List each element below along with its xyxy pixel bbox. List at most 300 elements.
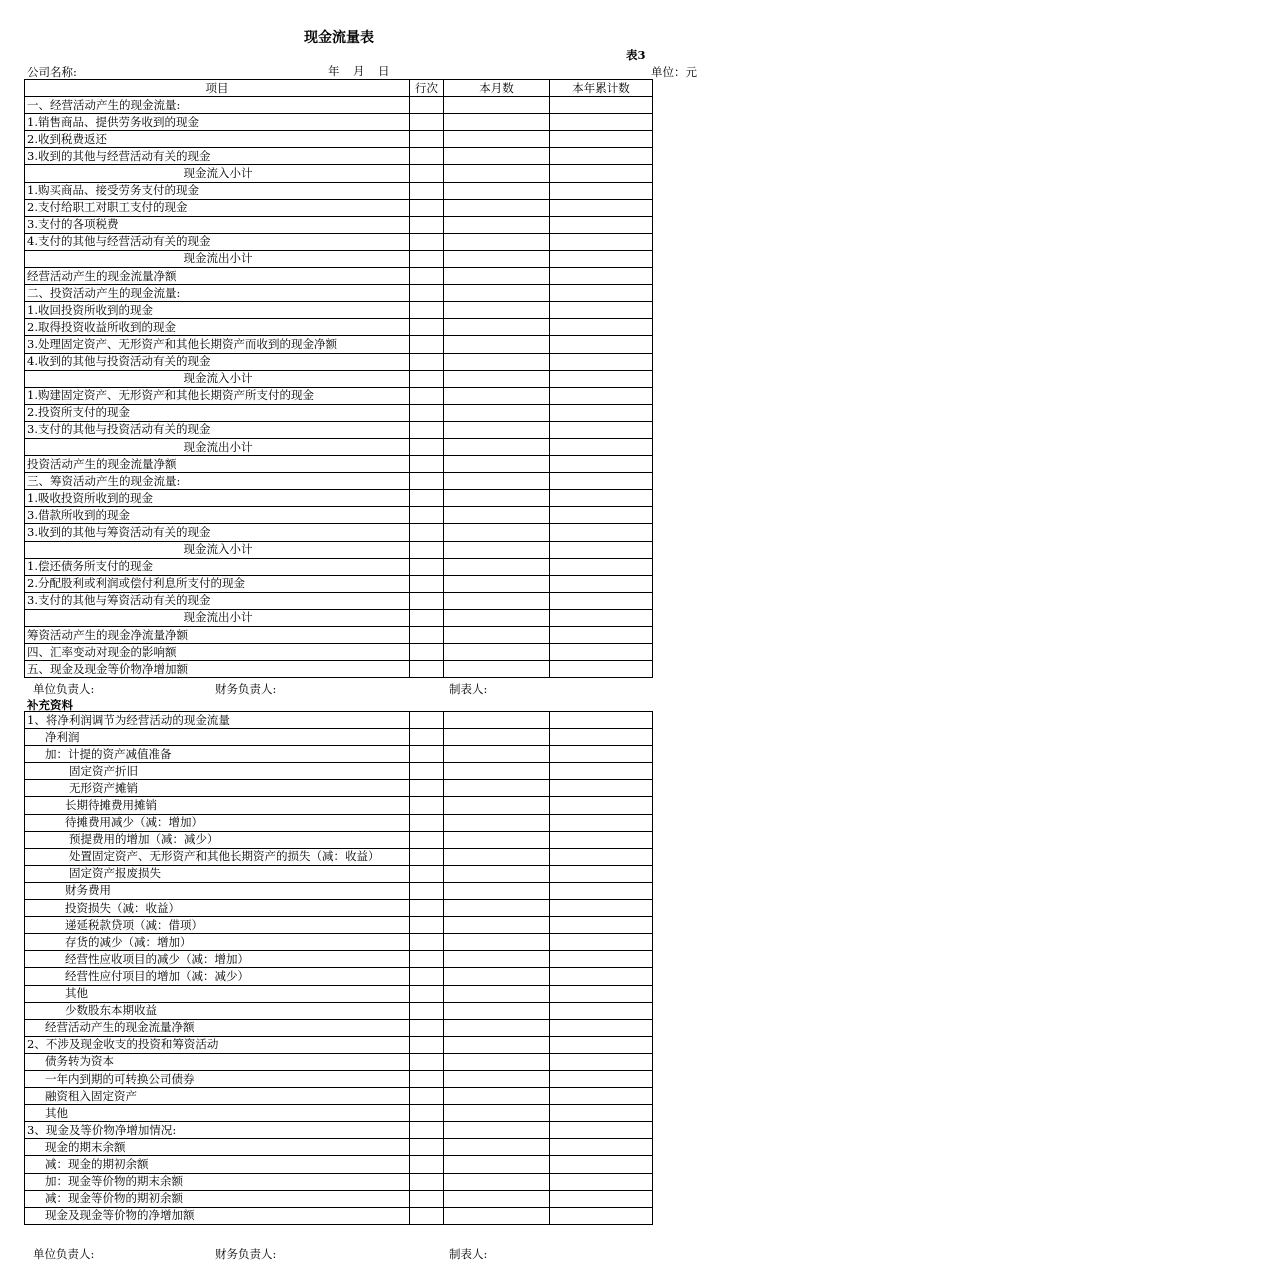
this-month-cell[interactable] <box>444 1036 550 1053</box>
ytd-cell[interactable] <box>550 1173 653 1190</box>
date-label: 年 月 日 <box>328 64 391 78</box>
this-month-cell[interactable] <box>444 1105 550 1122</box>
ytd-cell[interactable] <box>550 1190 653 1207</box>
this-month-cell[interactable] <box>444 114 550 131</box>
table-row <box>25 865 653 882</box>
ytd-cell[interactable] <box>550 917 653 934</box>
this-month-cell[interactable] <box>444 558 550 575</box>
this-month-cell[interactable] <box>444 438 550 455</box>
this-month-cell[interactable] <box>444 1156 550 1173</box>
preparer-label: 制表人: <box>449 1247 488 1261</box>
line-no-cell[interactable] <box>410 661 444 678</box>
cash-flow-table <box>24 79 653 678</box>
line-no-cell[interactable] <box>410 848 444 865</box>
this-month-cell[interactable] <box>444 661 550 678</box>
table-row <box>25 1002 653 1019</box>
ytd-cell[interactable] <box>550 934 653 951</box>
ytd-cell[interactable] <box>550 216 653 233</box>
this-month-cell[interactable] <box>444 917 550 934</box>
ytd-cell[interactable] <box>550 268 653 285</box>
this-month-cell[interactable] <box>444 627 550 644</box>
line-no-cell[interactable] <box>410 319 444 336</box>
this-month-cell[interactable] <box>444 97 550 114</box>
line-no-cell[interactable] <box>410 148 444 165</box>
table-row <box>25 456 653 473</box>
ytd-cell[interactable] <box>550 302 653 319</box>
table-row <box>25 917 653 934</box>
this-month-cell[interactable] <box>444 302 550 319</box>
ytd-cell[interactable] <box>550 968 653 985</box>
line-no-cell[interactable] <box>410 968 444 985</box>
row-label: 其他 <box>25 985 410 1002</box>
table-row <box>25 1070 653 1087</box>
ytd-cell[interactable] <box>550 1088 653 1105</box>
this-month-cell[interactable] <box>444 865 550 882</box>
row-label: 3、现金及等价物净增加情况: <box>25 1122 410 1139</box>
line-no-cell[interactable] <box>410 763 444 780</box>
line-no-cell[interactable] <box>410 729 444 746</box>
row-label: 4.支付的其他与经营活动有关的现金 <box>25 233 410 250</box>
column-header-this-month: 本月数 <box>444 80 550 97</box>
ytd-cell[interactable] <box>550 1019 653 1036</box>
this-month-cell[interactable] <box>444 268 550 285</box>
ytd-cell[interactable] <box>550 951 653 968</box>
line-no-cell[interactable] <box>410 302 444 319</box>
this-month-cell[interactable] <box>444 592 550 609</box>
line-no-cell[interactable] <box>410 456 444 473</box>
ytd-cell[interactable] <box>550 1053 653 1070</box>
line-no-cell[interactable] <box>410 644 444 661</box>
table-row <box>25 336 653 353</box>
row-label: 处置固定资产、无形资产和其他长期资产的损失（减：收益） <box>25 848 410 865</box>
ytd-cell[interactable] <box>550 404 653 421</box>
ytd-cell[interactable] <box>550 763 653 780</box>
this-month-cell[interactable] <box>444 524 550 541</box>
this-month-cell[interactable] <box>444 644 550 661</box>
line-no-cell[interactable] <box>410 712 444 729</box>
table-row <box>25 934 653 951</box>
table-row <box>25 814 653 831</box>
this-month-cell[interactable] <box>444 900 550 917</box>
table-row <box>25 848 653 865</box>
row-label: 现金及现金等价物的净增加额 <box>25 1207 410 1224</box>
this-month-cell[interactable] <box>444 729 550 746</box>
ytd-cell[interactable] <box>550 319 653 336</box>
table-row <box>25 490 653 507</box>
row-label: 现金流出小计 <box>25 438 410 455</box>
row-label: 固定资产折旧 <box>25 763 410 780</box>
this-month-cell[interactable] <box>444 404 550 421</box>
line-no-cell[interactable] <box>410 951 444 968</box>
ytd-cell[interactable] <box>550 1036 653 1053</box>
line-no-cell[interactable] <box>410 473 444 490</box>
table-row <box>25 729 653 746</box>
row-label: 2.收到税费返还 <box>25 131 410 148</box>
table-row <box>25 797 653 814</box>
line-no-cell[interactable] <box>410 797 444 814</box>
line-no-cell[interactable] <box>410 558 444 575</box>
table-row <box>25 438 653 455</box>
table-row <box>25 1156 653 1173</box>
row-label: 经营活动产生的现金流量净额 <box>25 1019 410 1036</box>
this-month-cell[interactable] <box>444 1019 550 1036</box>
table-row <box>25 97 653 114</box>
row-label: 现金流入小计 <box>25 541 410 558</box>
line-no-cell[interactable] <box>410 917 444 934</box>
this-month-cell[interactable] <box>444 421 550 438</box>
this-month-cell[interactable] <box>444 216 550 233</box>
line-no-cell[interactable] <box>410 831 444 848</box>
ytd-cell[interactable] <box>550 627 653 644</box>
ytd-cell[interactable] <box>550 1139 653 1156</box>
line-no-cell[interactable] <box>410 575 444 592</box>
line-no-cell[interactable] <box>410 900 444 917</box>
row-label: 少数股东本期收益 <box>25 1002 410 1019</box>
table-row <box>25 250 653 267</box>
line-no-cell[interactable] <box>410 1156 444 1173</box>
line-no-cell[interactable] <box>410 1070 444 1087</box>
this-month-cell[interactable] <box>444 456 550 473</box>
row-label: 二、投资活动产生的现金流量: <box>25 285 410 302</box>
table-row <box>25 882 653 899</box>
row-label: 经营性应付项目的增加（减：减少） <box>25 968 410 985</box>
this-month-cell[interactable] <box>444 1207 550 1224</box>
this-month-cell[interactable] <box>444 968 550 985</box>
ytd-cell[interactable] <box>550 780 653 797</box>
line-no-cell[interactable] <box>410 353 444 370</box>
line-no-cell[interactable] <box>410 1122 444 1139</box>
table-header-row <box>25 80 653 97</box>
this-month-cell[interactable] <box>444 575 550 592</box>
this-month-cell[interactable] <box>444 609 550 626</box>
ytd-cell[interactable] <box>550 250 653 267</box>
this-month-cell[interactable] <box>444 250 550 267</box>
ytd-cell[interactable] <box>550 336 653 353</box>
ytd-cell[interactable] <box>550 421 653 438</box>
line-no-cell[interactable] <box>410 1207 444 1224</box>
line-no-cell[interactable] <box>410 1139 444 1156</box>
row-label: 财务费用 <box>25 882 410 899</box>
line-no-cell[interactable] <box>410 985 444 1002</box>
ytd-cell[interactable] <box>550 558 653 575</box>
row-label: 投资损失（减：收益） <box>25 900 410 917</box>
ytd-cell[interactable] <box>550 746 653 763</box>
ytd-cell[interactable] <box>550 473 653 490</box>
this-month-cell[interactable] <box>444 387 550 404</box>
line-no-cell[interactable] <box>410 216 444 233</box>
table-row <box>25 712 653 729</box>
ytd-cell[interactable] <box>550 1122 653 1139</box>
line-no-cell[interactable] <box>410 285 444 302</box>
this-month-cell[interactable] <box>444 951 550 968</box>
row-label: 2.投资所支付的现金 <box>25 404 410 421</box>
ytd-cell[interactable] <box>550 1105 653 1122</box>
table-row <box>25 1173 653 1190</box>
this-month-cell[interactable] <box>444 1139 550 1156</box>
table-row <box>25 1036 653 1053</box>
line-no-cell[interactable] <box>410 1190 444 1207</box>
line-no-cell[interactable] <box>410 934 444 951</box>
line-no-cell[interactable] <box>410 541 444 558</box>
line-no-cell[interactable] <box>410 592 444 609</box>
ytd-cell[interactable] <box>550 1156 653 1173</box>
table-row <box>25 609 653 626</box>
row-label: 预提费用的增加（减：减少） <box>25 831 410 848</box>
table-row <box>25 199 653 216</box>
ytd-cell[interactable] <box>550 797 653 814</box>
row-label: 1、将净利润调节为经营活动的现金流量 <box>25 712 410 729</box>
ytd-cell[interactable] <box>550 97 653 114</box>
table-row <box>25 216 653 233</box>
ytd-cell[interactable] <box>550 165 653 182</box>
line-no-cell[interactable] <box>410 507 444 524</box>
table-row <box>25 404 653 421</box>
ytd-cell[interactable] <box>550 285 653 302</box>
table-row <box>25 763 653 780</box>
row-label: 融资租入固定资产 <box>25 1088 410 1105</box>
line-no-cell[interactable] <box>410 882 444 899</box>
table-row <box>25 473 653 490</box>
table-row <box>25 780 653 797</box>
ytd-cell[interactable] <box>550 661 653 678</box>
table-row <box>25 182 653 199</box>
row-label: 一、经营活动产生的现金流量: <box>25 97 410 114</box>
line-no-cell[interactable] <box>410 438 444 455</box>
ytd-cell[interactable] <box>550 456 653 473</box>
table-row <box>25 1122 653 1139</box>
this-month-cell[interactable] <box>444 148 550 165</box>
this-month-cell[interactable] <box>444 797 550 814</box>
this-month-cell[interactable] <box>444 490 550 507</box>
this-month-cell[interactable] <box>444 370 550 387</box>
row-label: 投资活动产生的现金流量净额 <box>25 456 410 473</box>
ytd-cell[interactable] <box>550 353 653 370</box>
table-row <box>25 558 653 575</box>
line-no-cell[interactable] <box>410 165 444 182</box>
ytd-cell[interactable] <box>550 233 653 250</box>
row-label: 债务转为资本 <box>25 1053 410 1070</box>
table-row <box>25 1139 653 1156</box>
row-label: 4.收到的其他与投资活动有关的现金 <box>25 353 410 370</box>
table-row <box>25 370 653 387</box>
this-month-cell[interactable] <box>444 182 550 199</box>
ytd-cell[interactable] <box>550 729 653 746</box>
table-number: 表3 <box>626 48 646 62</box>
line-no-cell[interactable] <box>410 233 444 250</box>
table-row <box>25 746 653 763</box>
table-row <box>25 421 653 438</box>
ytd-cell[interactable] <box>550 865 653 882</box>
ytd-cell[interactable] <box>550 148 653 165</box>
this-month-cell[interactable] <box>444 814 550 831</box>
this-month-cell[interactable] <box>444 1053 550 1070</box>
this-month-cell[interactable] <box>444 1002 550 1019</box>
line-no-cell[interactable] <box>410 524 444 541</box>
row-label: 2.支付给职工对职工支付的现金 <box>25 199 410 216</box>
ytd-cell[interactable] <box>550 1070 653 1087</box>
this-month-cell[interactable] <box>444 1122 550 1139</box>
table-row <box>25 1105 653 1122</box>
line-no-cell[interactable] <box>410 336 444 353</box>
column-header-item: 项目 <box>25 80 410 97</box>
table-row <box>25 165 653 182</box>
row-label: 递延税款贷项（减：借项） <box>25 917 410 934</box>
ytd-cell[interactable] <box>550 490 653 507</box>
this-month-cell[interactable] <box>444 1070 550 1087</box>
ytd-cell[interactable] <box>550 507 653 524</box>
this-month-cell[interactable] <box>444 507 550 524</box>
row-label: 2.分配股利或利润或偿付利息所支付的现金 <box>25 575 410 592</box>
line-no-cell[interactable] <box>410 131 444 148</box>
this-month-cell[interactable] <box>444 285 550 302</box>
ytd-cell[interactable] <box>550 814 653 831</box>
table-row <box>25 575 653 592</box>
ytd-cell[interactable] <box>550 575 653 592</box>
ytd-cell[interactable] <box>550 900 653 917</box>
line-no-cell[interactable] <box>410 199 444 216</box>
row-label: 3.支付的各项税费 <box>25 216 410 233</box>
ytd-cell[interactable] <box>550 848 653 865</box>
ytd-cell[interactable] <box>550 609 653 626</box>
line-no-cell[interactable] <box>410 421 444 438</box>
row-label: 加：计提的资产减值准备 <box>25 746 410 763</box>
row-label: 净利润 <box>25 729 410 746</box>
ytd-cell[interactable] <box>550 712 653 729</box>
ytd-cell[interactable] <box>550 592 653 609</box>
line-no-cell[interactable] <box>410 746 444 763</box>
row-label: 1.吸收投资所收到的现金 <box>25 490 410 507</box>
line-no-cell[interactable] <box>410 1105 444 1122</box>
document-title: 现金流量表 <box>304 30 374 46</box>
row-label: 经营活动产生的现金流量净额 <box>25 268 410 285</box>
row-label: 1.购建固定资产、无形资产和其他长期资产所支付的现金 <box>25 387 410 404</box>
row-label: 3.支付的其他与投资活动有关的现金 <box>25 421 410 438</box>
ytd-cell[interactable] <box>550 882 653 899</box>
this-month-cell[interactable] <box>444 985 550 1002</box>
unit-head-label: 单位负责人: <box>33 1247 95 1261</box>
table-row <box>25 1207 653 1224</box>
this-month-cell[interactable] <box>444 199 550 216</box>
table-row <box>25 627 653 644</box>
row-label: 1.销售商品、提供劳务收到的现金 <box>25 114 410 131</box>
line-no-cell[interactable] <box>410 490 444 507</box>
row-label: 一年内到期的可转换公司债券 <box>25 1070 410 1087</box>
row-label: 三、筹资活动产生的现金流量: <box>25 473 410 490</box>
table-row <box>25 285 653 302</box>
this-month-cell[interactable] <box>444 712 550 729</box>
this-month-cell[interactable] <box>444 165 550 182</box>
line-no-cell[interactable] <box>410 1173 444 1190</box>
line-no-cell[interactable] <box>410 387 444 404</box>
line-no-cell[interactable] <box>410 268 444 285</box>
this-month-cell[interactable] <box>444 1190 550 1207</box>
table-row <box>25 319 653 336</box>
line-no-cell[interactable] <box>410 780 444 797</box>
row-label: 长期待摊费用摊销 <box>25 797 410 814</box>
ytd-cell[interactable] <box>550 985 653 1002</box>
row-label: 3.借款所收到的现金 <box>25 507 410 524</box>
line-no-cell[interactable] <box>410 627 444 644</box>
line-no-cell[interactable] <box>410 1036 444 1053</box>
row-label: 3.收到的其他与经营活动有关的现金 <box>25 148 410 165</box>
row-label: 1.购买商品、接受劳务支付的现金 <box>25 182 410 199</box>
this-month-cell[interactable] <box>444 1088 550 1105</box>
line-no-cell[interactable] <box>410 1019 444 1036</box>
line-no-cell[interactable] <box>410 1088 444 1105</box>
ytd-cell[interactable] <box>550 644 653 661</box>
line-no-cell[interactable] <box>410 1002 444 1019</box>
this-month-cell[interactable] <box>444 541 550 558</box>
row-label: 无形资产摊销 <box>25 780 410 797</box>
finance-head-label: 财务负责人: <box>215 682 277 696</box>
row-label: 2、不涉及现金收支的投资和筹资活动 <box>25 1036 410 1053</box>
line-no-cell[interactable] <box>410 1053 444 1070</box>
this-month-cell[interactable] <box>444 473 550 490</box>
this-month-cell[interactable] <box>444 233 550 250</box>
this-month-cell[interactable] <box>444 934 550 951</box>
unit-head-label: 单位负责人: <box>33 682 95 696</box>
row-label: 减：现金的期初余额 <box>25 1156 410 1173</box>
ytd-cell[interactable] <box>550 438 653 455</box>
this-month-cell[interactable] <box>444 763 550 780</box>
ytd-cell[interactable] <box>550 199 653 216</box>
line-no-cell[interactable] <box>410 404 444 421</box>
column-header-line-no: 行次 <box>410 80 444 97</box>
this-month-cell[interactable] <box>444 1173 550 1190</box>
ytd-cell[interactable] <box>550 524 653 541</box>
ytd-cell[interactable] <box>550 114 653 131</box>
this-month-cell[interactable] <box>444 831 550 848</box>
ytd-cell[interactable] <box>550 1207 653 1224</box>
ytd-cell[interactable] <box>550 831 653 848</box>
ytd-cell[interactable] <box>550 387 653 404</box>
row-label: 1.偿还债务所支付的现金 <box>25 558 410 575</box>
table-row <box>25 900 653 917</box>
table-row <box>25 268 653 285</box>
ytd-cell[interactable] <box>550 541 653 558</box>
this-month-cell[interactable] <box>444 882 550 899</box>
row-label: 减：现金等价物的期初余额 <box>25 1190 410 1207</box>
this-month-cell[interactable] <box>444 780 550 797</box>
this-month-cell[interactable] <box>444 353 550 370</box>
line-no-cell[interactable] <box>410 865 444 882</box>
table-row <box>25 951 653 968</box>
this-month-cell[interactable] <box>444 319 550 336</box>
row-label: 3.支付的其他与筹资活动有关的现金 <box>25 592 410 609</box>
ytd-cell[interactable] <box>550 1002 653 1019</box>
row-label: 其他 <box>25 1105 410 1122</box>
line-no-cell[interactable] <box>410 182 444 199</box>
line-no-cell[interactable] <box>410 814 444 831</box>
this-month-cell[interactable] <box>444 848 550 865</box>
this-month-cell[interactable] <box>444 336 550 353</box>
line-no-cell[interactable] <box>410 609 444 626</box>
this-month-cell[interactable] <box>444 746 550 763</box>
line-no-cell[interactable] <box>410 250 444 267</box>
table-row <box>25 114 653 131</box>
column-header-ytd: 本年累计数 <box>550 80 653 97</box>
ytd-cell[interactable] <box>550 182 653 199</box>
table-row <box>25 985 653 1002</box>
line-no-cell[interactable] <box>410 114 444 131</box>
row-label: 3.收到的其他与筹资活动有关的现金 <box>25 524 410 541</box>
row-label: 五、现金及现金等价物净增加额 <box>25 661 410 678</box>
line-no-cell[interactable] <box>410 370 444 387</box>
ytd-cell[interactable] <box>550 370 653 387</box>
ytd-cell[interactable] <box>550 131 653 148</box>
this-month-cell[interactable] <box>444 131 550 148</box>
line-no-cell[interactable] <box>410 97 444 114</box>
